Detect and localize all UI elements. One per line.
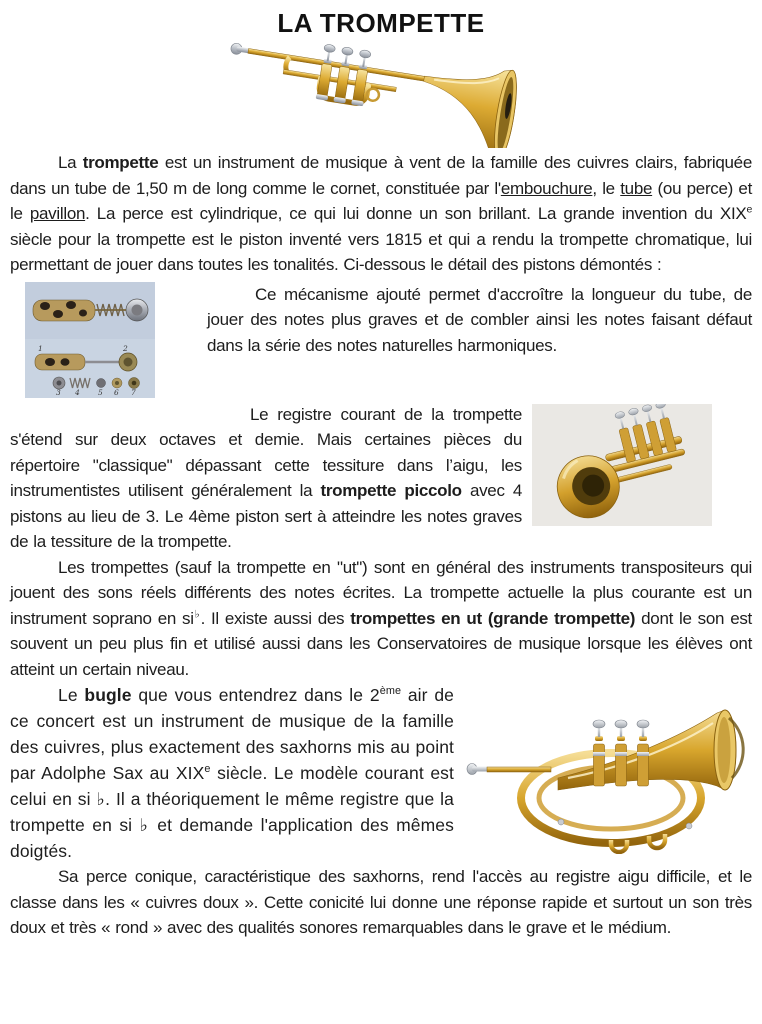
piccolo-trumpet-illustration [532,404,712,526]
trumpet-illustration [221,42,541,148]
flugelhorn-illustration [463,686,751,854]
registre-section [10,402,752,555]
piston-part-number: 4 [75,387,80,397]
pistons-section [10,282,752,398]
paragraph-intro: La trompette est un instrument de musique à vent de la famille des cuivres clairs, fabriquée dans un tube de 1,50 m de long comme le cornet, constituée par l'embouchure, le tube (ou perce) et le pavillon. La perce est cylindrique, ce qui lui donne un son brillant. La grande invention du XIXe siècle pour la trompette est le piston inventé vers 1815 et qui a rendu la trompette chromatique, lui permettant de jouer dans toutes les tonalités. Ci-dessous le détail des pistons démontés : [10,153,753,274]
piston-part-number: 1 [38,343,43,353]
piston-part-number: 6 [114,387,119,397]
piston-part-number: 2 [123,343,128,353]
pistons-photo [25,282,155,398]
paragraph-registre: Le registre courant de la trompette s'étend sur deux octaves et demie. Mais certaines pièces du répertoire "classique" dépassant cette tessiture dans l’aigu, les instrumentistes utilisent généralement la trompette piccolo avec 4 pistons au lieu de 3. Le 4ème piston sert à atteindre les notes graves de la tessiture de la trompette. [10,404,522,551]
bugle-section [10,682,752,864]
piston-part-number: 5 [98,387,103,397]
trumpet-photo [221,42,541,148]
paragraph-transpositeurs: Les trompettes (sauf la trompette en "ut") sont en général des instruments transpositeurs qui jouent des sons réels différents des notes écrites. La trompette actuelle la plus courante est un instrument soprano en si♭. Il existe aussi des trompettes en ut (grande trompette) dont le son est souvent un peu plus fin et utilisé aussi dans les Conservatoires de musique lorsque les élèves ont atteint un certain niveau. [10,557,752,679]
paragraph-perce: Sa perce conique, caractéristique des saxhorns, rend l'accès au registre aigu difficile, et le classe dans les « cuivres doux ». Cette conicité lui donne une réponse rapide et surtout un son très doux et très « rond » avec des qualités sonores remarquables dans le grave et le médium. [10,867,752,937]
piston-part-number: 3 [56,387,61,397]
paragraph-bugle: Le bugle que vous entendrez dans le 2ème air de ce concert est un instrument de musique de la famille des cuivres, plus exactement des saxhorns mis au point par Adolphe Sax au XIXe siècle. Le modèle courant est celui en si ♭. Il a théoriquement le même registre que la trompette en si ♭ et demande l'application des mêmes doigtés. [10,685,455,861]
pistons-illustration [25,282,155,398]
paragraph-mechanism: Ce mécanisme ajouté permet d'accroître la longueur du tube, de jouer des notes plus graves et de combler ainsi les notes faisant défaut dans la série des notes naturelles harmoniques. [207,284,752,355]
page-title: LA TROMPETTE [277,8,485,38]
piccolo-trumpet-photo [532,404,712,526]
flugelhorn-photo [463,686,751,854]
piston-part-number: 7 [131,387,136,397]
